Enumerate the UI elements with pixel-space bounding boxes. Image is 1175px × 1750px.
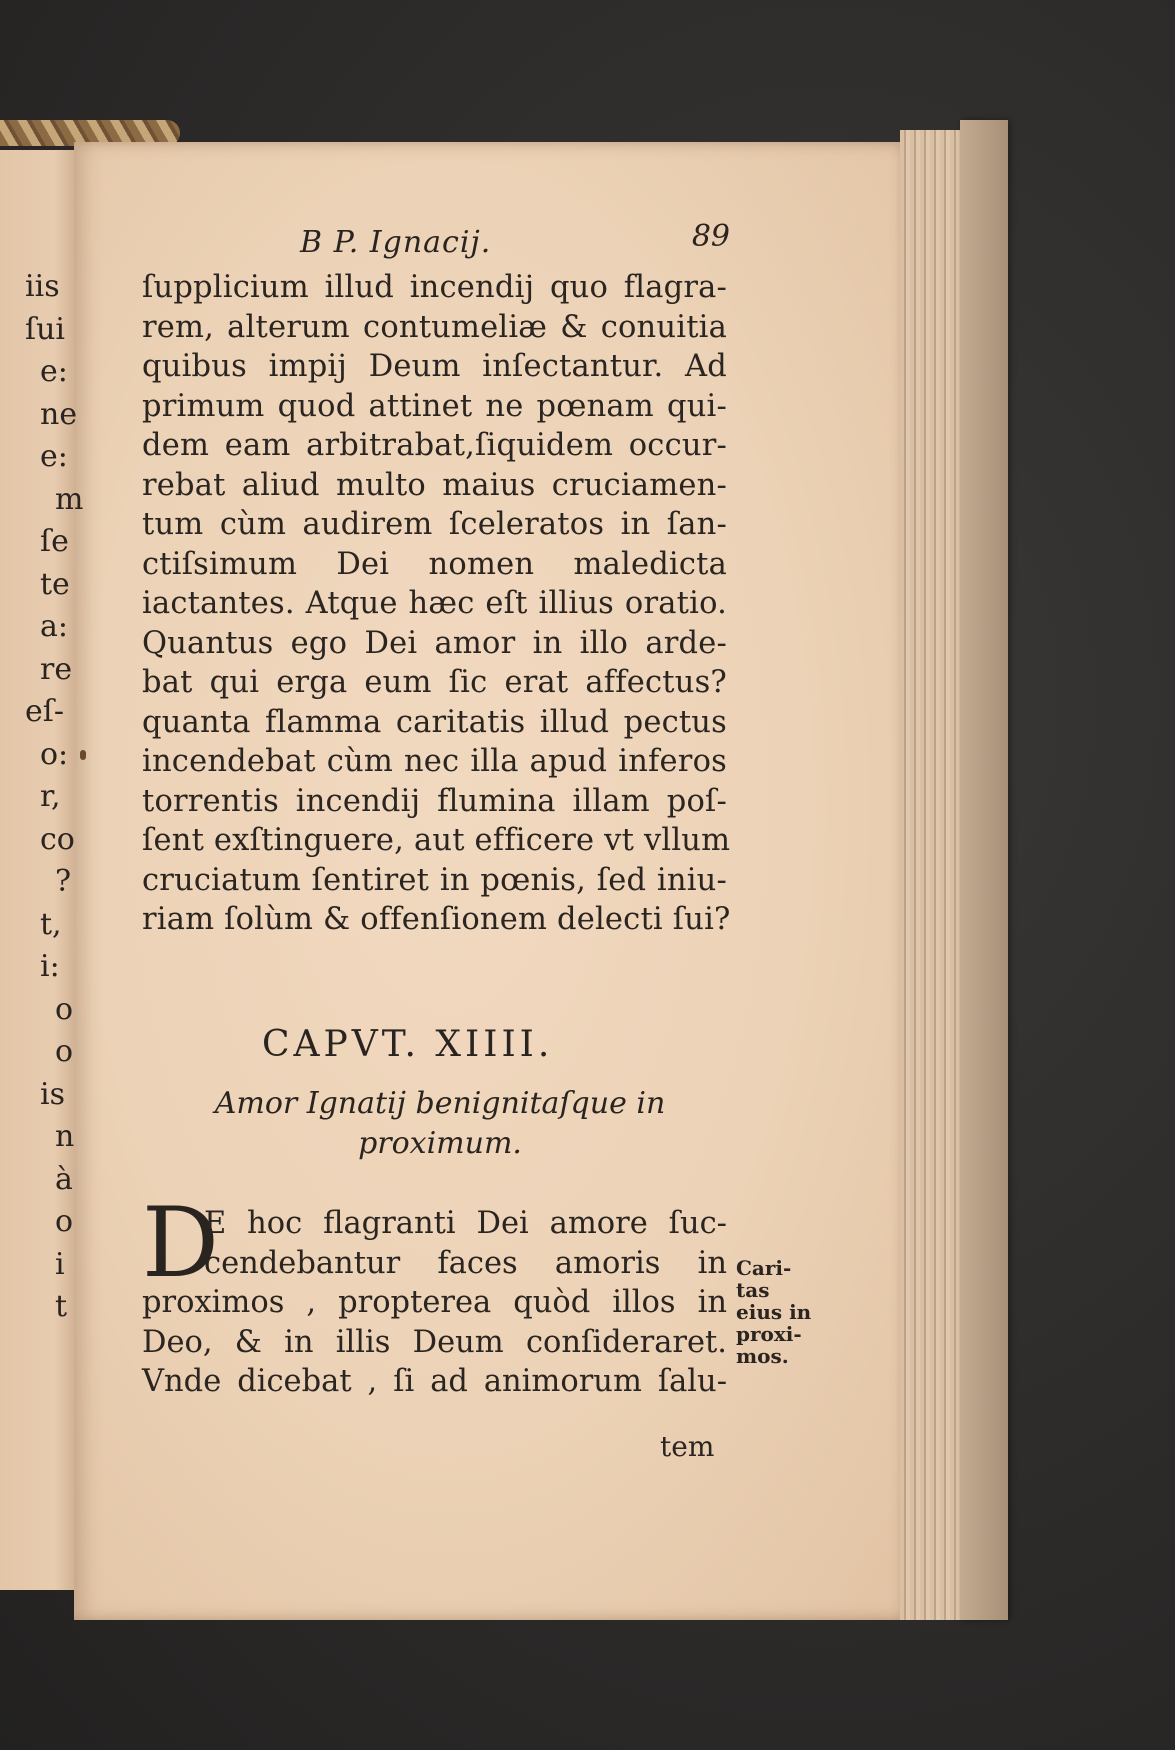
left-page-fragment: ſe xyxy=(40,524,69,559)
marginal-note-line: tas xyxy=(736,1278,770,1302)
text-line: dem eam arbitrabat,ſiquidem occur- xyxy=(142,428,727,463)
running-head xyxy=(300,219,730,265)
text-line: ctiſsimum Dei nomen maledicta xyxy=(142,546,727,582)
left-page-fragment: n xyxy=(55,1119,75,1154)
left-page-fragment: ſui xyxy=(25,311,66,347)
text-line: tum cùm audirem ſceleratos in ſan- xyxy=(142,507,727,542)
text-line: riam ſolùm & offenſionem delecti ſui? xyxy=(142,902,731,937)
left-page-fragment: t xyxy=(55,1289,68,1324)
text-line: cruciatum ſentiret in pœnis, ſed iniu- xyxy=(142,862,727,898)
chapter-subtitle-line: proximum. xyxy=(358,1126,522,1161)
left-page-fragment: e: xyxy=(40,354,68,389)
marginal-note-line: proxi- xyxy=(736,1322,802,1346)
catchword: tem xyxy=(660,1430,715,1463)
marginal-note xyxy=(736,1257,826,1367)
marginal-note-line: Cari- xyxy=(736,1256,792,1280)
left-page-fragment: re xyxy=(40,651,73,687)
chapter-title: CAPVT. XIIII. xyxy=(262,1024,554,1065)
left-page-fragment: o: xyxy=(40,736,69,772)
left-page-fragment: t, xyxy=(40,906,62,942)
text-line: ſupplicium illud incendij quo flagra- xyxy=(142,270,727,305)
page-number: 89 xyxy=(691,219,730,254)
left-page-fragment: i: xyxy=(40,949,60,984)
left-page-fragment: eſ- xyxy=(25,694,64,729)
chapter-paragraph xyxy=(142,1187,727,1402)
cover-edge xyxy=(960,120,1008,1620)
text-line: Quantus ego Dei amor in illo arde- xyxy=(142,625,727,661)
text-line: iactantes. Atque hæc eſt illius oratio. xyxy=(142,586,727,621)
left-page-fragment: o xyxy=(55,1034,74,1069)
text-line: Deo, & in illis Deum conſideraret. xyxy=(142,1324,727,1360)
left-page-fragment: ? xyxy=(55,864,72,899)
left-page-fragment: à xyxy=(55,1161,73,1197)
marginal-note-line: eius in xyxy=(736,1300,812,1324)
text-line: incendebat cùm nec illa apud inferos xyxy=(142,744,727,779)
body-paragraph xyxy=(142,268,731,940)
left-page-fragment: iis xyxy=(25,269,60,304)
text-line: bat qui erga eum ſic erat affectus? xyxy=(142,665,727,700)
text-line: ſent exſtinguere, aut efficere vt vllum xyxy=(142,823,731,858)
left-page-fragment: ne xyxy=(40,396,78,432)
chapter-subtitle xyxy=(200,1084,680,1164)
left-page-fragment: a: xyxy=(40,609,68,644)
ink-spot xyxy=(80,750,86,760)
text-line: rem, alterum contumeliæ & conuitia xyxy=(142,309,727,345)
left-page-fragment: co xyxy=(40,821,75,857)
text-line: primum quod attinet ne pœnam qui- xyxy=(142,388,727,424)
text-line: cendebantur faces amoris in xyxy=(204,1245,727,1281)
text-line: Vnde dicebat , ſi ad animorum ſalu- xyxy=(142,1364,727,1399)
left-page-fragment: m xyxy=(55,481,84,517)
marginal-note-line: mos. xyxy=(736,1344,789,1368)
left-page-fragment: o xyxy=(55,991,74,1027)
left-page-fragment: o xyxy=(55,1204,74,1239)
text-line: proximos , propterea quòd illos in xyxy=(142,1285,727,1320)
drop-cap: D xyxy=(142,1187,219,1299)
text-line: rebat aliud multo maius cruciamen- xyxy=(142,467,727,503)
left-page-fragment: is xyxy=(40,1076,65,1112)
left-page-fragment: r, xyxy=(40,779,61,814)
left-page-fragment: i xyxy=(55,1246,65,1282)
running-head-title: B P. Ignacij. xyxy=(300,225,492,260)
left-page-fragment: te xyxy=(40,566,70,602)
text-line: quibus impij Deum inſectantur. Ad xyxy=(142,349,727,384)
chapter-subtitle-line: Amor Ignatij benignitaſque in xyxy=(214,1086,666,1121)
text-line: E hoc flagranti Dei amore ſuc- xyxy=(204,1206,727,1241)
text-line: torrentis incendij flumina illam poſ- xyxy=(142,783,727,819)
text-line: quanta flamma caritatis illud pectus xyxy=(142,704,727,740)
left-page-fragment: e: xyxy=(40,439,68,474)
